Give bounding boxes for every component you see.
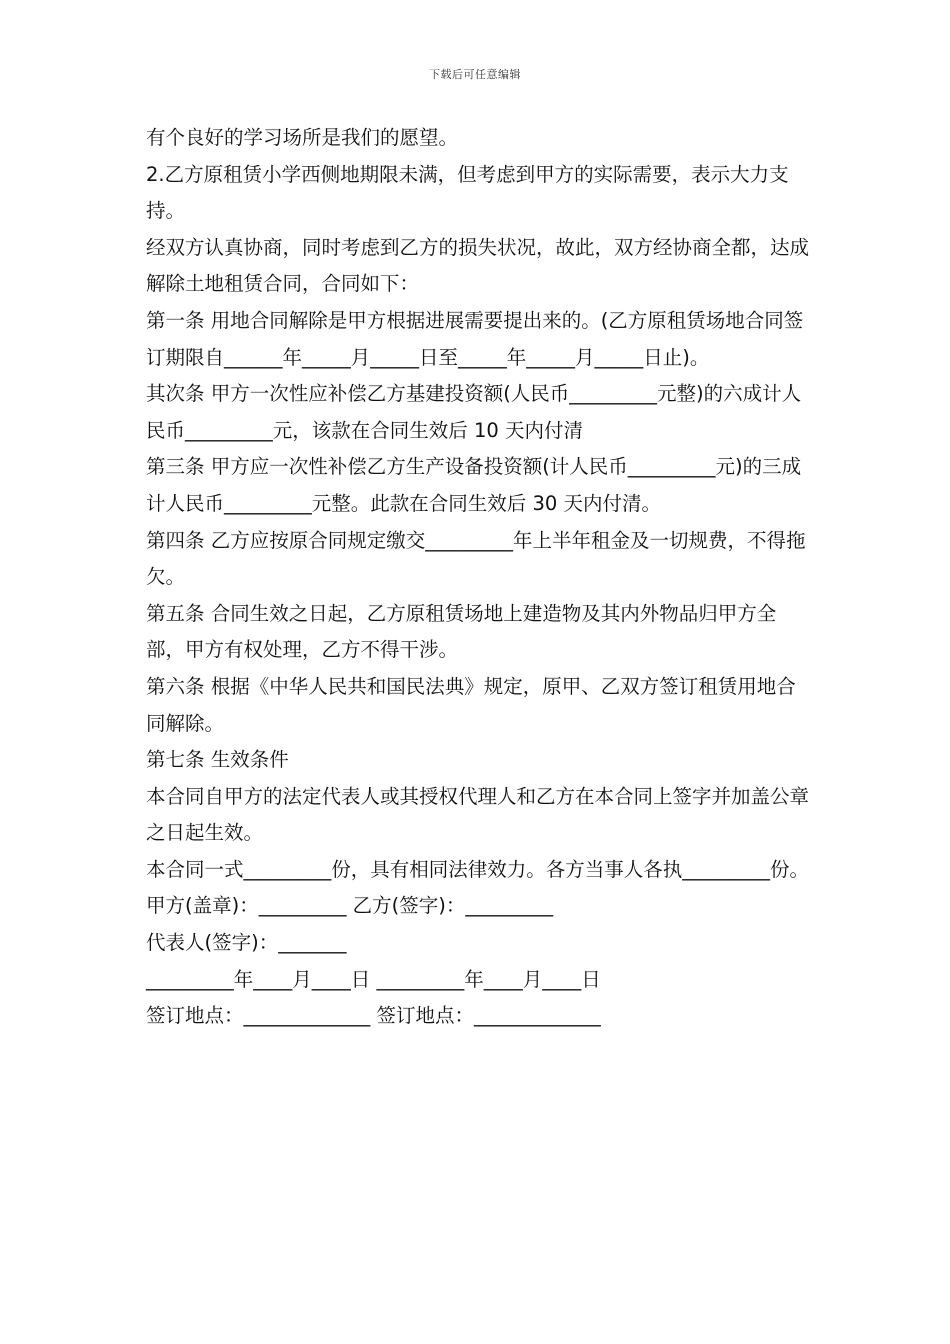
clause-5: 第五条 合同生效之日起，乙方原租赁场地上建造物及其内外物品归甲方全部，甲方有权处理，乙方不得干涉。 (146, 601, 777, 662)
document-body (146, 120, 810, 1035)
clause-3: 第三条 甲方应一次性补偿乙方生产设备投资额(计人民币_________元)的三成计人民币_________元整。此款在合同生效后 30 天内付清。 (146, 455, 802, 515)
paragraph-negotiation: 经双方认真协商，同时考虑到乙方的损失状况，故此，双方经协商全都，达成解除土地租赁合同，合同如下： (146, 235, 810, 296)
signature-dates: _________年____月____日 _________年____月____日 (146, 967, 601, 991)
clause-4: 第四条 乙方应按原合同规定缴交_________年上半年租金及一切规费，不得拖欠。 (146, 528, 806, 589)
signature-locations: 签订地点：_____________ 签订地点：_____________ (146, 1004, 601, 1028)
signature-representative: 代表人(签字)：_______ (146, 931, 347, 955)
copies-paragraph: 本合同一式_________份，具有相同法律效力。各方当事人各执_________份。 (146, 857, 810, 881)
paragraph-item-2: 2.乙方原租赁小学西侧地期限未满，但考虑到甲方的实际需要，表示大力支持。 (146, 162, 789, 223)
page-header: 下载后可任意编辑 (429, 68, 521, 81)
clause-6: 第六条 根据《中华人民共和国民法典》规定，原甲、乙双方签订租赁用地合同解除。 (146, 674, 796, 735)
clause-7-title: 第七条 生效条件 (146, 748, 289, 772)
signature-parties: 甲方(盖章)：_________ 乙方(签字)：_________ (146, 894, 554, 918)
paragraph-intro: 有个良好的学习场所是我们的愿望。 (146, 126, 459, 149)
clause-2: 其次条 甲方一次性应补偿乙方基建投资额(人民币_________元整)的六成计人民币_________元，该款在合同生效后 10 天内付清 (146, 382, 802, 442)
clause-1: 第一条 用地合同解除是甲方根据进展需要提出来的。(乙方原租赁场地合同签订期限自______年_____月_____日至_____年_____月_____日止)。 (146, 308, 804, 369)
clause-7-body: 本合同自甲方的法定代表人或其授权代理人和乙方在本合同上签字并加盖公章之日起生效。 (146, 784, 810, 845)
